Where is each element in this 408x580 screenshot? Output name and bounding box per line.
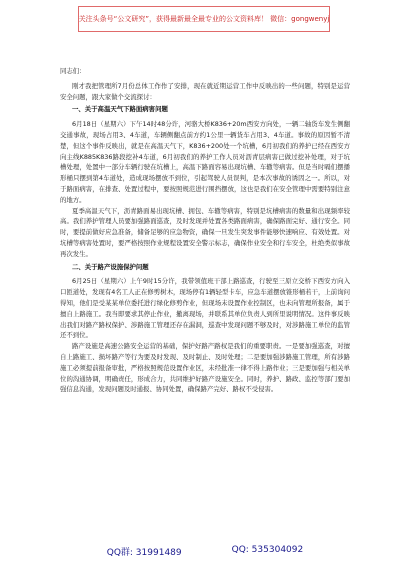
qq-group-text: QQ群: 31991489 [106, 548, 182, 558]
banner-line: 关注头条号“公文研究”，获得最新最全最专业的公文资料库！ 微信：gongwenyj [78, 15, 330, 23]
section-1-paragraph: 6月18日（星期六）下午14时48分许，河骆大桥K836+20m西安方向处，一辆二轴货车发生侧翻交通事故，现场占用3、4车道，车辆侧翻点前方约1公里一辆货车占用3、4车道。事故的原因暂不清楚，但这个事件反映出，就是在高温天气下，K836+200处一个坑槽，6月初我们的养护已经在西安方向主线K885K836路段挖补4车道，6月初我们的养护工作人员对沥青层病害已做过挖补处理，对于坑槽处理，处置中一部分车辆行驶在坑槽上，高温下路面容易出现坑槽、车辙等病害。但是当时嗝们摆播形桶只摆到第4车道处，造成现场摆放不到位，引起驾驶人员误判，是本次事故的诱因之一。所以，对于路面病害，在排查、处置过程中，要按照规范进行围挡摆放，这也是我们在安全管理中需要特别注意的地方。 [60, 120, 350, 204]
section-heading-1: 一、关于高温天气下路面病害问题 [72, 105, 168, 114]
section-heading-2: 二、关于路产设施保护问题 [72, 262, 149, 271]
qq-number-text: QQ: 535304092 [231, 545, 304, 555]
intro-paragraph: 刚才我把管理所7月份总体工作作了安排，现在就近期运营工作中反映出的一些问题，特别是运营安全问题，跟大家做个交流探讨： [60, 81, 350, 101]
greeting: 同志们： [60, 67, 86, 75]
footer-contacts [60, 545, 350, 558]
document-body [60, 66, 350, 395]
section-2-paragraph: 路产设施是高速公路安全运营的基础，保护好路产路权是我们的重要职责。一是要加强巡查，对擅自上路施工、损坏路产等行为要及时发现、及时制止、及时处理；二是要加强涉路施工管理，所有涉路施工必须提前报备审批，严格按照规范设置作业区，未经批准一律不得上路作业；三是要加强与相关单位的沟通协调，明确责任，形成合力，共同维护好路产设施安全。同时，养护、路政、监控等部门要加强信息沟通，发现问题及时通报、协同处置，确保路产完好、路权不受侵害。 [60, 342, 350, 394]
header-banner [78, 6, 330, 32]
section-2-paragraph: 6月25日（星期六）上午9时15分许，我带领值班干部上路巡查，行驶至三原立交桥下西安方向入口匝道处，发现有4名工人正在修剪树木，现场停有1辆轻型卡车，应急车道摆放锥形桶若干，上前询问得知，他们是受某某单位委托进行绿化修剪作业，但现场未设置作业控制区，也未向管理所报备，属于擅自上路施工。我当即要求其停止作业，撤离现场，并联系其单位负责人到所里说明情况。这件事反映出我们对路产路权保护、涉路施工管理还存在漏洞，巡查中发现问题不够及时，对涉路施工单位的监管还不到位。 [60, 277, 350, 340]
section-1-paragraph: 夏季高温天气下，沥青路面易出现坑槽、拥包、车辙等病害，特别是坑槽病害的数量和出现频率较高。我们养护管理人员要加强路面巡查，及时发现并处置各类路面病害，确保路面完好、通行安全。同时，要提前做好应急准备，储备足够的应急物资，确保一旦发生突发事件能够快速响应、有效处置。对坑槽等病害处置时，要严格按照作业规程设置安全警示标志，确保作业安全和行车安全，杜绝类似事故再次发生。 [60, 206, 350, 258]
